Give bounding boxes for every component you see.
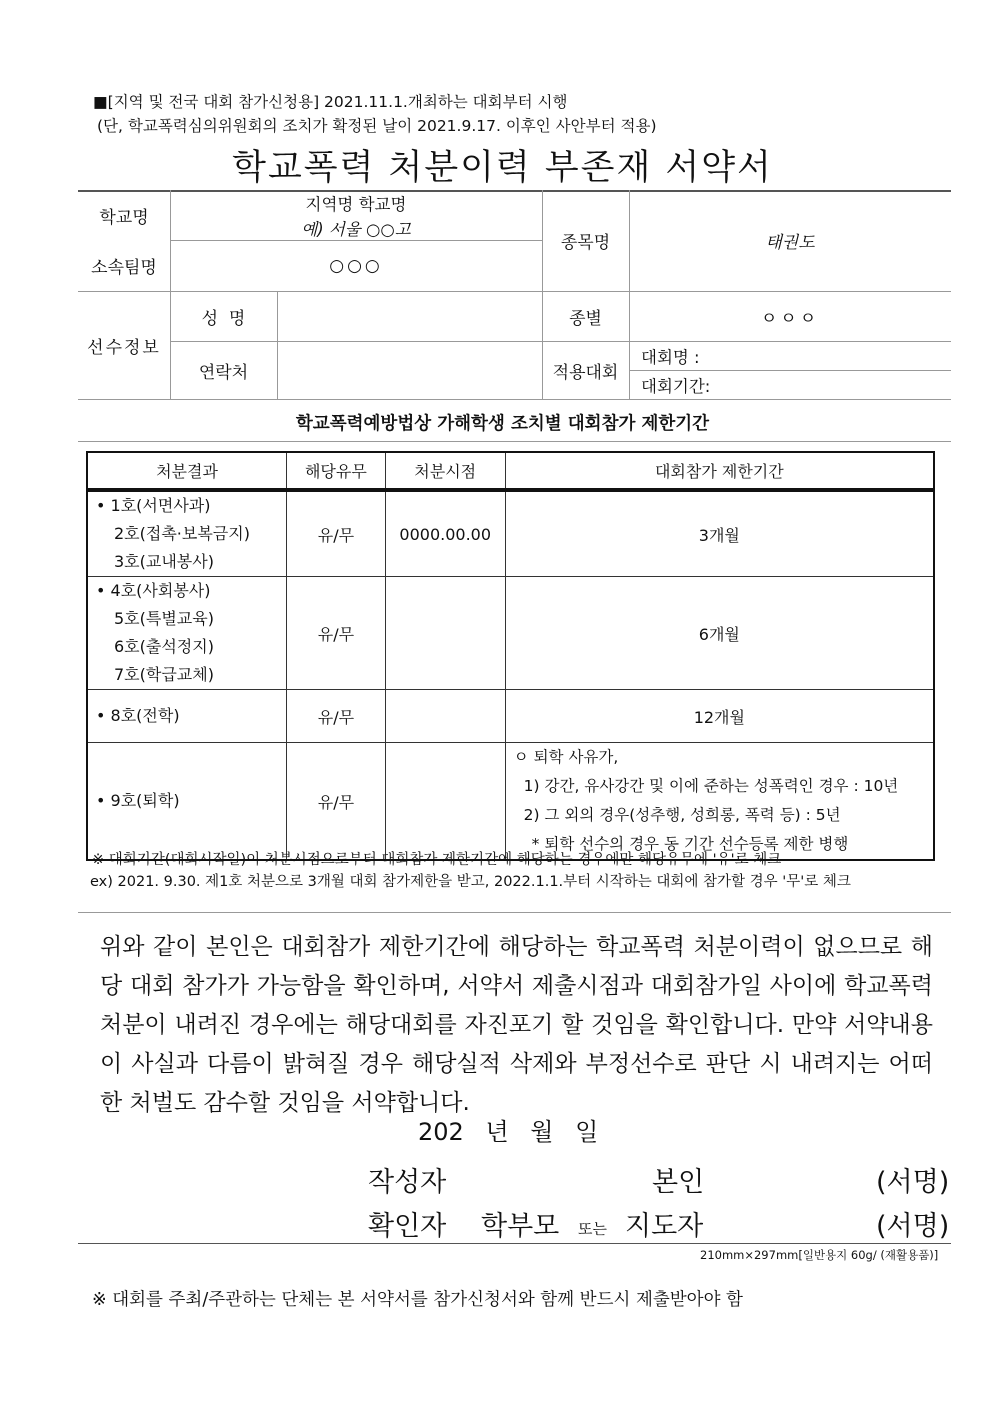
subtitle-bottom-line (78, 441, 951, 442)
player-info-label: 선수정보 (87, 337, 161, 358)
period-cell-expulsion (505, 743, 934, 861)
confirmer-role-coach: 지도자 (625, 1211, 704, 1242)
expulsion-note-line: * 퇴학 선수의 경우 동 기간 선수등록 제한 병행 (531, 835, 849, 853)
or-text: 또는 (578, 1220, 607, 1238)
table-row (87, 690, 934, 743)
info-line-bottom (78, 399, 951, 400)
confirmer-sign-field[interactable]: (서명) (876, 1211, 950, 1242)
date-cell[interactable] (385, 690, 505, 743)
col-header-applicable: 해당유무 (287, 452, 386, 490)
col-header-period: 대회참가 제한기간 (505, 452, 934, 490)
apply-contest-label: 적용대회 (552, 362, 619, 383)
notice-line-2: (단, 학교폭력심의위원회의 조치가 확정된 날이 2021.9.17. 이후인 사안부터 적용) (97, 117, 657, 135)
page-title: 학교폭력 처분이력 부존재 서약서 (232, 148, 773, 188)
list-item: 4호(사회봉사) (110, 581, 211, 600)
result-cell (87, 743, 287, 861)
pledge-text: 위와 같이 본인은 대회참가 제한기간에 해당하는 학교폭력 처분이력이 없으므로 해당 대회 참가가 가능함을 확인하며, 서약서 제출시점과 대회참가일 사이에 학교폭력 처분이 내려진 경우에는 해당대회를 자진포기 할 것임을 확인합니다. 만약 서약내용이 사실과 다름이 밝혀질 경우 해당실적 삭제와 부정선수로 판단 시 내려지는 어떠한 처벌도 감수할 것임을 서약합니다. (100, 934, 933, 1116)
contact-label: 연락처 (198, 362, 249, 383)
table-header-row (87, 452, 934, 490)
applicable-cell[interactable]: 유/무 (287, 743, 386, 861)
list-item: 2호(접촉·보복금지) (114, 524, 250, 543)
name-label: 성 명 (201, 308, 246, 329)
period-cell: 3개월 (505, 490, 934, 577)
applicable-cell[interactable]: 유/무 (287, 490, 386, 577)
writer-label: 작성자 (368, 1167, 447, 1198)
list-item: 8호(전학) (110, 706, 180, 725)
col-header-date: 처분시점 (385, 452, 505, 490)
gender-value: ㅇㅇㅇ (760, 308, 820, 329)
school-value-line2: 예) 서울 ○○고 (301, 220, 411, 239)
expulsion-note-line: ㅇ 퇴학 사유가, (513, 748, 619, 766)
date-cell[interactable] (385, 743, 505, 861)
contest-period-field[interactable]: 대회기간: (641, 376, 711, 396)
writer-role: 본인 (652, 1167, 705, 1198)
expulsion-note-line: 1) 강간, 유사강간 및 이에 준하는 성폭력인 경우 : 10년 (523, 777, 899, 795)
paper-spec: 210mm×297mm[일반용지 60g/ (재활용품)] (700, 1248, 939, 1262)
list-item: 5호(특별교육) (114, 609, 214, 628)
confirmer-role-parent: 학부모 (481, 1211, 560, 1242)
writer-sign-field[interactable]: (서명) (876, 1167, 950, 1198)
col-header-result: 처분결과 (87, 452, 287, 490)
table-row (87, 490, 934, 577)
school-label: 학교명 (99, 207, 149, 228)
list-item: 1호(서면사과) (110, 496, 211, 515)
school-value-line1: 지역명 학교명 (305, 195, 407, 214)
team-value: ○○○ (329, 255, 383, 276)
confirmer-label: 확인자 (368, 1211, 447, 1242)
table-row (87, 743, 934, 861)
restriction-title: 학교폭력예방법상 가해학생 조치별 대회참가 제한기간 (295, 414, 710, 434)
restriction-table (86, 451, 935, 861)
table-row (87, 577, 934, 690)
result-cell (87, 690, 287, 743)
period-cell: 12개월 (505, 690, 934, 743)
list-item: 6호(출석정지) (114, 637, 214, 656)
bottom-note: ※ 대회를 주최/주관하는 단체는 본 서약서를 참가신청서와 함께 반드시 제출받아야 함 (92, 1290, 743, 1310)
footnote-divider (78, 912, 951, 913)
contest-name-field[interactable]: 대회명 : (641, 347, 700, 367)
gender-label: 종별 (569, 308, 602, 329)
bullet-icon: • (96, 706, 111, 725)
event-label: 종목명 (560, 233, 611, 253)
date-cell[interactable]: 0000.00.00 (385, 490, 505, 577)
date-line: 202 년 월 일 (418, 1118, 599, 1146)
result-cell (87, 490, 287, 577)
bullet-icon: • (96, 581, 111, 600)
list-item: 7호(학급교체) (114, 665, 214, 684)
footnote-1: ※ 대회기간(대회시작일)이 처분시점으로부터 대회참가 제한기간에 해당하는 경우에만 해당유무에 '유'로 체크 (92, 852, 782, 868)
expulsion-note-line: 2) 그 외의 경우(성추행, 성희롱, 폭력 등) : 5년 (523, 806, 841, 824)
bullet-icon: • (96, 496, 111, 515)
contact-field[interactable] (277, 341, 542, 399)
list-item: 3호(교내봉사) (114, 552, 214, 571)
result-cell (87, 577, 287, 690)
applicable-cell[interactable]: 유/무 (287, 690, 386, 743)
applicable-cell[interactable]: 유/무 (287, 577, 386, 690)
list-item: 9호(퇴학) (110, 791, 180, 810)
name-field[interactable] (277, 291, 542, 341)
signature-divider (78, 1243, 951, 1244)
bullet-icon: • (96, 791, 111, 810)
footnote-2: ex) 2021. 9.30. 제1호 처분으로 3개월 대회 참가제한을 받고, 2022.1.1.부터 시작하는 대회에 참가할 경우 '무'로 체크 (90, 874, 851, 890)
event-value: 태권도 (765, 233, 815, 253)
team-label: 소속팀명 (91, 258, 157, 278)
period-cell: 6개월 (505, 577, 934, 690)
notice-line-1: ■[지역 및 전국 대회 참가신청용] 2021.11.1.개최하는 대회부터 시행 (93, 93, 568, 111)
date-cell[interactable] (385, 577, 505, 690)
